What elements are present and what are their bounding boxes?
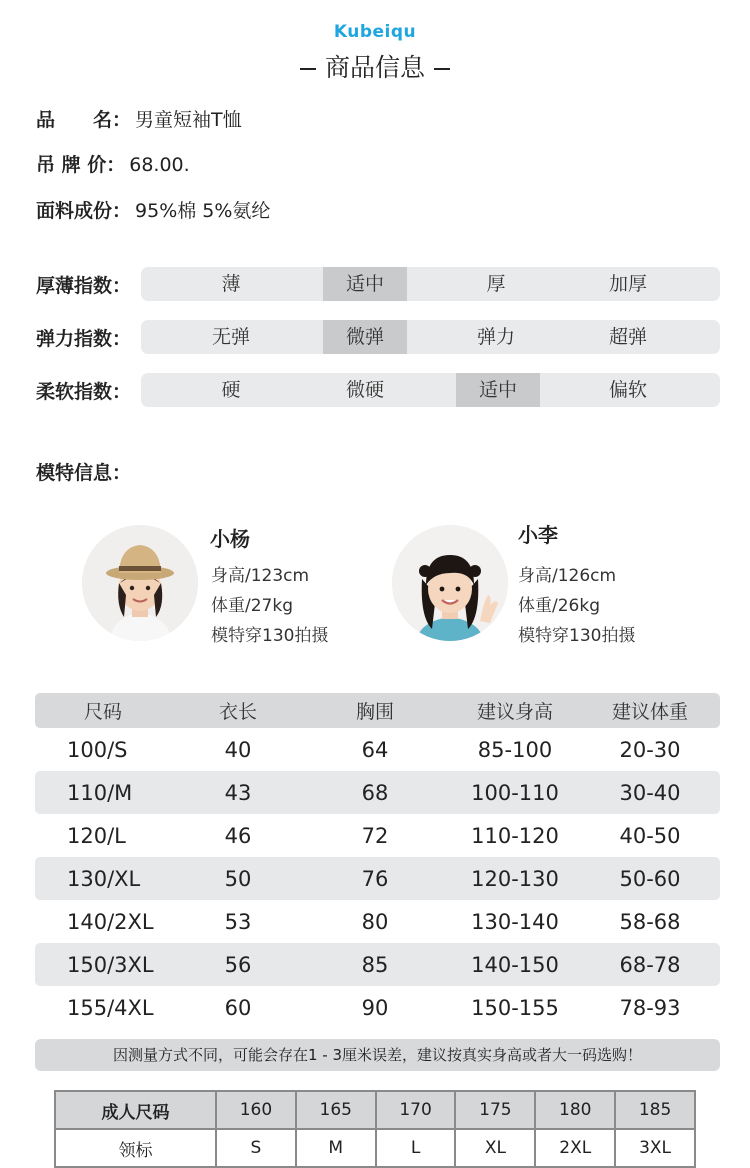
index-option: 加厚 — [608, 273, 647, 295]
table-cell: 160 — [216, 1091, 296, 1129]
index-option-selected: 微弹 — [323, 320, 407, 354]
product-name-row — [36, 105, 242, 132]
table-cell: 76 — [361, 866, 389, 891]
index-option: 弹力 — [476, 326, 515, 348]
index-option: 微硬 — [345, 379, 384, 401]
table-cell: M — [296, 1129, 376, 1167]
elasticity-index-label: 弹力指数： — [36, 328, 132, 350]
adult-size-table — [54, 1090, 696, 1168]
model-height: 身高/126cm — [518, 566, 617, 586]
table-cell: 40 — [224, 737, 252, 762]
table-cell: 140-150 — [471, 952, 559, 977]
index-option: 薄 — [221, 273, 241, 295]
table-cell: 100/S — [67, 737, 128, 762]
table-cell: 165 — [296, 1091, 376, 1129]
table-row — [35, 857, 720, 900]
table-cell: 64 — [361, 737, 389, 762]
header-cell: 建议身高 — [476, 701, 553, 723]
table-row — [35, 900, 720, 943]
table-cell: 53 — [224, 909, 252, 934]
table-cell: 155/4XL — [67, 995, 154, 1020]
table-cell: 130-140 — [471, 909, 559, 934]
page-title-text: 商品信息 — [324, 53, 425, 82]
model-weight: 体重/27kg — [211, 596, 293, 616]
model-note: 模特穿130拍摄 — [211, 626, 329, 646]
softness-index-bar — [141, 373, 720, 407]
thickness-index-label: 厚薄指数： — [36, 275, 132, 297]
table-cell: 68 — [361, 780, 389, 805]
table-cell: 78-93 — [619, 995, 681, 1020]
size-table — [35, 693, 720, 1029]
product-name-value: 男童短袖T恤 — [135, 109, 242, 131]
index-option: 超弹 — [608, 326, 647, 348]
model-name: 小杨 — [210, 527, 250, 551]
header-cell: 建议体重 — [611, 701, 688, 723]
table-cell: 185 — [615, 1091, 695, 1129]
title-dash-right — [434, 68, 450, 70]
table-cell: 130/XL — [67, 866, 141, 891]
table-cell: 85 — [361, 952, 389, 977]
header-cell: 尺码 — [83, 701, 122, 723]
product-fabric-row — [36, 196, 270, 223]
adult-size-header-row — [55, 1091, 695, 1129]
table-cell: XL — [455, 1129, 535, 1167]
collar-label: 领标 — [55, 1129, 216, 1167]
table-cell: 43 — [224, 780, 252, 805]
softness-index-label: 柔软指数： — [36, 381, 132, 403]
brand-logo: Kubeiqu — [333, 22, 417, 42]
thickness-index-row — [36, 267, 720, 301]
model-height: 身高/123cm — [211, 566, 310, 586]
page-title — [0, 48, 750, 84]
elasticity-index-row — [36, 320, 720, 354]
product-price-row — [36, 150, 190, 177]
product-fabric-value: 95%棉 5%氨纶 — [135, 200, 271, 222]
table-cell: 180 — [535, 1091, 615, 1129]
index-option-selected: 适中 — [456, 373, 540, 407]
table-cell: 46 — [224, 823, 252, 848]
table-cell: 58-68 — [619, 909, 681, 934]
models-section-title: 模特信息： — [36, 462, 132, 484]
table-row — [35, 728, 720, 771]
table-row — [35, 771, 720, 814]
size-table-header — [35, 693, 720, 728]
table-cell: 20-30 — [619, 737, 681, 762]
header-cell: 衣长 — [218, 701, 257, 723]
table-cell: 110-120 — [471, 823, 559, 848]
table-cell: 90 — [361, 995, 389, 1020]
table-row — [35, 986, 720, 1029]
table-cell: 120-130 — [471, 866, 559, 891]
table-cell: 30-40 — [619, 780, 681, 805]
table-cell: 2XL — [535, 1129, 615, 1167]
softness-index-row — [36, 373, 720, 407]
index-option: 硬 — [221, 379, 241, 401]
header-cell: 胸围 — [355, 701, 394, 723]
boy-portrait-icon — [82, 525, 198, 641]
table-row — [35, 814, 720, 857]
table-cell: 150/3XL — [67, 952, 154, 977]
table-cell: 72 — [361, 823, 389, 848]
product-fabric-label: 面料成份： — [36, 200, 132, 222]
model-avatar-girl — [392, 525, 508, 641]
adult-size-label-row — [55, 1129, 695, 1167]
table-cell: 100-110 — [471, 780, 559, 805]
table-cell: 50 — [224, 866, 252, 891]
thickness-index-bar — [141, 267, 720, 301]
index-option-selected: 适中 — [323, 267, 407, 301]
table-cell: 110/M — [67, 780, 133, 805]
table-cell: 85-100 — [477, 737, 553, 762]
table-cell: 170 — [376, 1091, 456, 1129]
table-cell: 80 — [361, 909, 389, 934]
product-price-value: 68.00. — [129, 154, 190, 176]
product-name-label: 品 名： — [36, 109, 132, 131]
girl-portrait-icon — [392, 525, 508, 641]
product-price-label: 吊 牌 价： — [36, 154, 126, 176]
elasticity-index-bar — [141, 320, 720, 354]
table-cell: 120/L — [67, 823, 126, 848]
table-cell: 150-155 — [471, 995, 559, 1020]
index-option: 无弹 — [211, 326, 250, 348]
table-cell: 175 — [455, 1091, 535, 1129]
table-cell: 140/2XL — [67, 909, 154, 934]
measurement-note: 因测量方式不同，可能会存在1 - 3厘米误差，建议按真实身高或者大一码选购！ — [35, 1039, 720, 1071]
model-weight: 体重/26kg — [518, 596, 600, 616]
table-cell: 3XL — [615, 1129, 695, 1167]
table-cell: 40-50 — [619, 823, 681, 848]
adult-size-header-label: 成人尺码 — [55, 1091, 216, 1129]
table-cell: S — [216, 1129, 296, 1167]
table-cell: 60 — [224, 995, 252, 1020]
table-row — [35, 943, 720, 986]
model-name: 小李 — [518, 523, 558, 547]
model-note: 模特穿130拍摄 — [518, 626, 636, 646]
table-cell: L — [376, 1129, 456, 1167]
model-avatar-boy — [82, 525, 198, 641]
index-option: 厚 — [486, 273, 506, 295]
table-cell: 68-78 — [619, 952, 681, 977]
table-cell: 56 — [224, 952, 252, 977]
index-option: 偏软 — [608, 379, 647, 401]
title-dash-left — [300, 68, 316, 70]
table-cell: 50-60 — [619, 866, 681, 891]
